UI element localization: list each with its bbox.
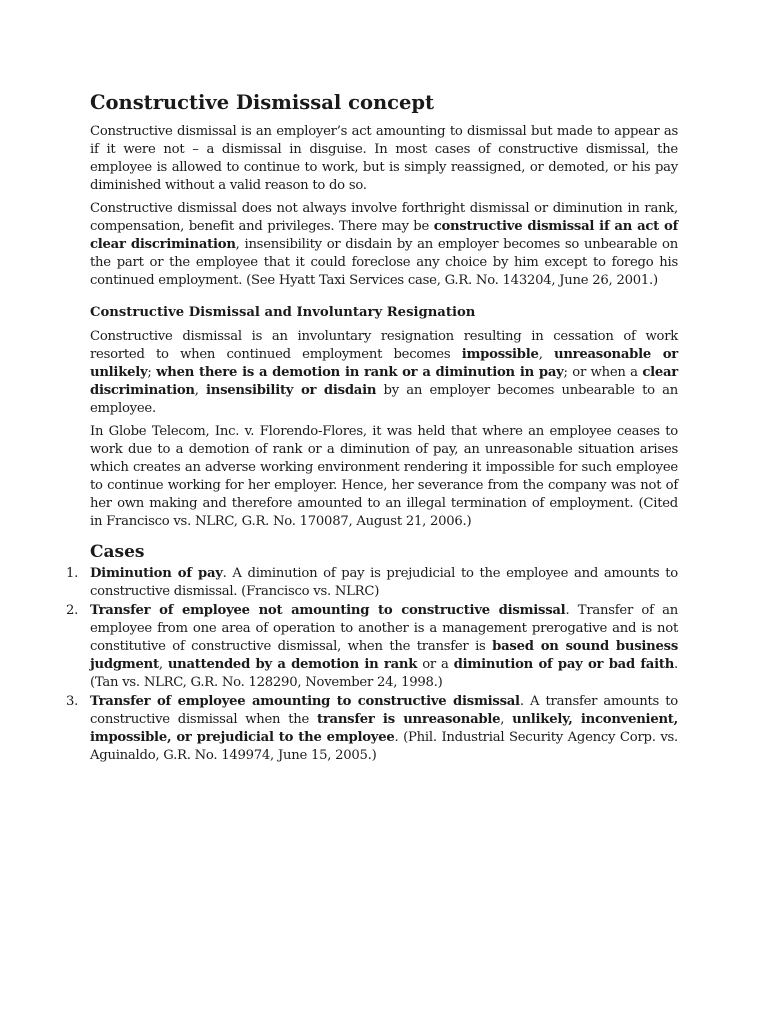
- case-text: . A transfer amounts to constructive dismissal when the: [90, 693, 678, 727]
- case-title: Transfer of employee not amounting to constructive dismissal: [90, 602, 566, 618]
- list-number: 1.: [66, 565, 79, 581]
- case-text: . A diminution of pay is prejudicial to the employee and amounts to constructive dismissal. (Francisco vs. NLRC): [90, 565, 678, 599]
- s2-text-e: ;: [147, 364, 157, 380]
- case-text: . (Phil. Industrial Security Agency Corp. vs. Aguinaldo, G.R. No. 149974, June 15, 2005.): [90, 729, 679, 763]
- section2-paragraph-2: [90, 423, 678, 531]
- section-heading-involuntary-resignation: Constructive Dismissal and Involuntary Resignation: [90, 305, 476, 321]
- list-item: [66, 565, 678, 601]
- s2-bold-j: insensibility or disdain: [206, 382, 377, 398]
- intro-bold-2b: constructive dismissal if an act of clear discrimination: [90, 219, 678, 253]
- case-text: or a: [417, 656, 454, 672]
- list-item: [66, 602, 678, 692]
- page-title: Constructive Dismissal concept: [90, 91, 435, 114]
- case-text: . Transfer of an employee from one area of operation to another is a management prerogative and is not constitutive of constructive dismissal, when the transfer is: [90, 602, 678, 654]
- case-text: ,: [158, 656, 168, 672]
- s2-text-g: ; or when a: [563, 364, 643, 380]
- intro-paragraph-2: [90, 200, 678, 290]
- s2-text-k: by an employer becomes unbearable to an employee.: [90, 382, 678, 416]
- case-title: Transfer of employee amounting to constructive dismissal: [90, 693, 520, 709]
- case-text: ,: [500, 711, 513, 727]
- intro-text-1: Constructive dismissal is an employer’s act amounting to dismissal but made to appear as if it were not – a dismissal in disguise. In most cases of constructive dismissal, the employee is allowed to continue to work, but is simply reassigned, or demoted, or his pay diminished without a valid reason to do so.: [90, 124, 678, 194]
- s2-bold-d: unreasonable or unlikely: [90, 346, 679, 380]
- cases-heading: Cases: [90, 541, 145, 562]
- document-page: [66, 90, 679, 766]
- case-bold: based on sound business judgment: [90, 638, 678, 672]
- list-number: 2.: [66, 602, 79, 618]
- case-text: . (Tan vs. NLRC, G.R. No. 128290, November 24, 1998.): [90, 656, 678, 690]
- s2-text-i: ,: [194, 382, 207, 398]
- case-bold: unattended by a demotion in rank: [167, 656, 418, 672]
- s2-bold-b: impossible: [461, 346, 539, 362]
- s2-bold-h: clear discrimination: [90, 364, 678, 398]
- intro-text-2a: Constructive dismissal does not always involve forthright dismissal or diminution in rank, compensation, benefit and privileges. There may be: [90, 201, 678, 235]
- intro-text-2c: , insensibility or disdain by an employer becomes so unbearable on the part or the employee that it could foreclose any choice by him except to forego his continued employment. (See Hyatt Taxi Services case, G.R. No. 143204, June 26, 2001.): [90, 237, 678, 289]
- s2-text-c: ,: [538, 346, 554, 362]
- s2-bold-f: when there is a demotion in rank or a diminution in pay: [156, 364, 564, 380]
- list-item: [66, 693, 679, 765]
- intro-paragraph-1: [90, 123, 678, 195]
- case-bold: diminution of pay or bad faith: [453, 656, 675, 672]
- section2-paragraph-1: [90, 328, 678, 418]
- case-bold: transfer is unreasonable: [317, 711, 501, 727]
- s2-text-p2: In Globe Telecom, Inc. v. Florendo-Flores, it was held that where an employee ceases to work due to a demotion of rank or a diminution of pay, an unreasonable situation arises which creates an adverse working environment rendering it impossible for such employee to continue working for her employer. Hence, her severance from the company was not of her own making and therefore amounted to an illegal termination of employment. (Cited in Francisco vs. NLRC, G.R. No. 170087, August 21, 2006.): [90, 423, 678, 529]
- cases-list: [66, 565, 679, 765]
- list-number: 3.: [66, 693, 79, 709]
- s2-text-a: Constructive dismissal is an involuntary resignation resulting in cessation of work resorted to when continued employment becomes: [90, 328, 678, 362]
- case-bold: unlikely, inconvenient, impossible, or prejudicial to the employee: [90, 711, 678, 745]
- case-title: Diminution of pay: [90, 565, 223, 581]
